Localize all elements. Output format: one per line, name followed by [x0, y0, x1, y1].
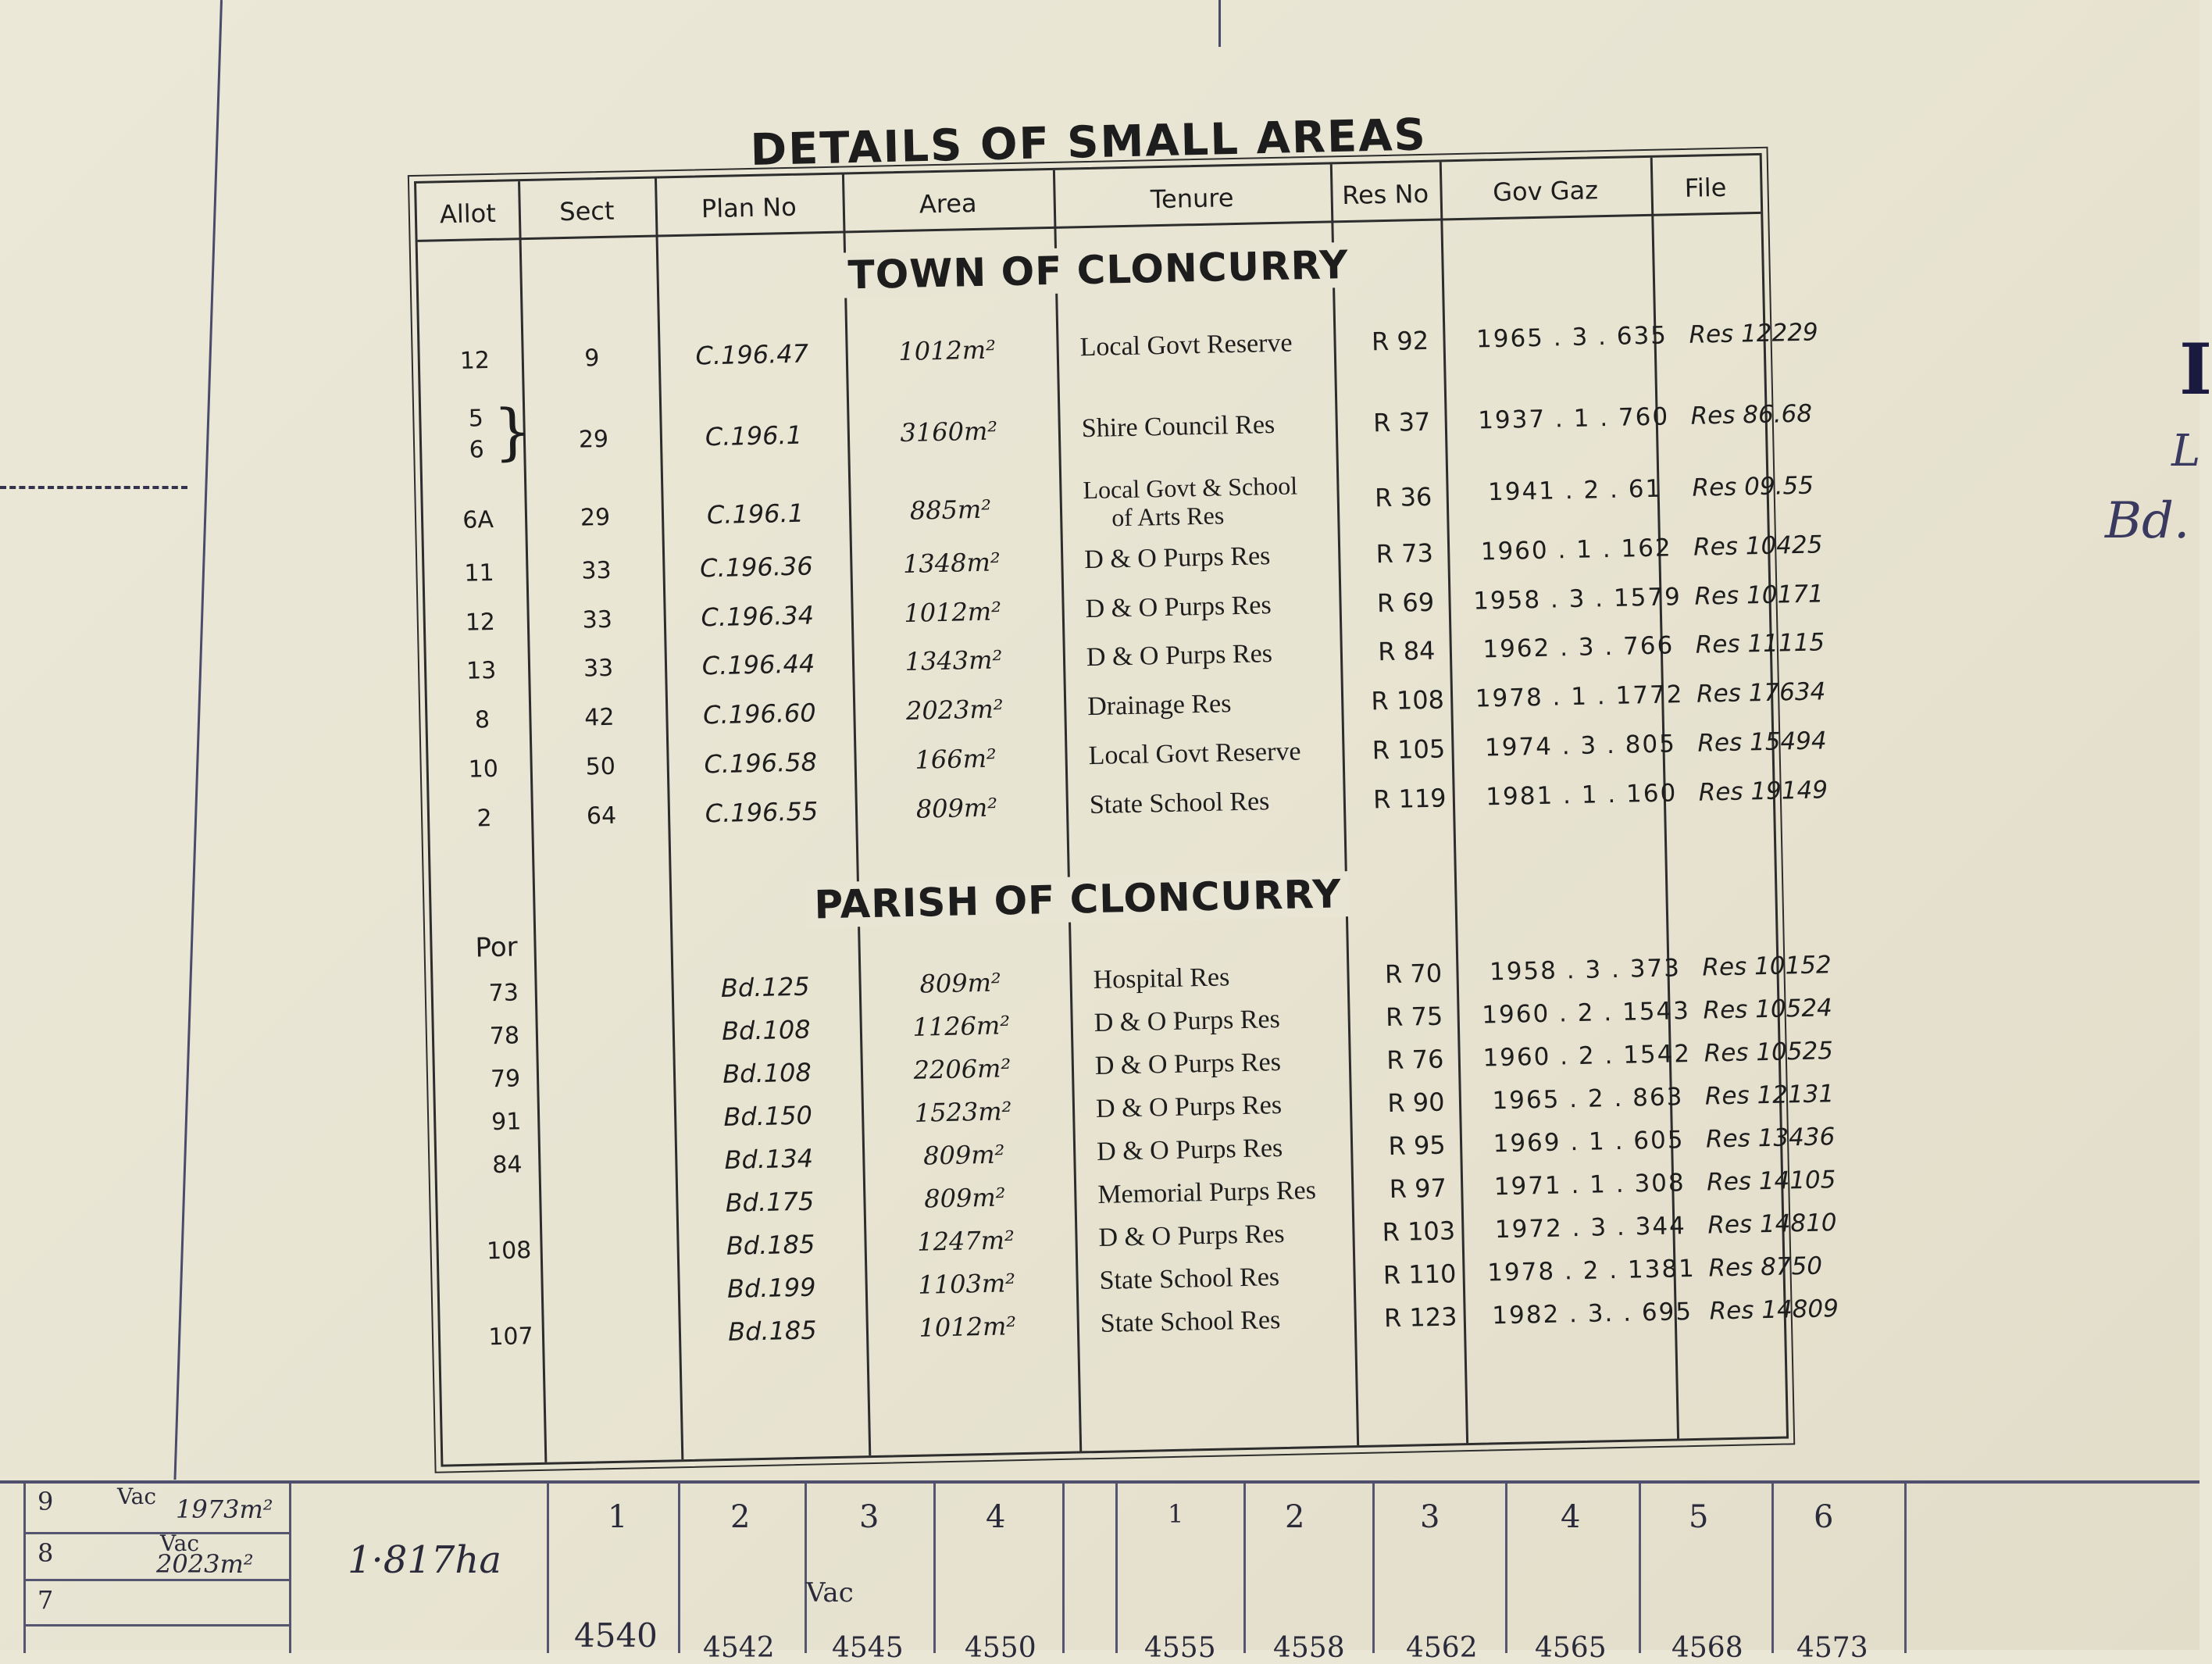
res-no-cell: R 110: [1382, 1259, 1457, 1291]
parcel-number: 4565: [1535, 1632, 1607, 1664]
lot-number: 1: [608, 1499, 628, 1535]
strip-divider: [1505, 1484, 1507, 1653]
res-no-cell: R 73: [1375, 537, 1434, 570]
plan-cell: Bd.125: [720, 971, 810, 1003]
area-cell: 1126m²: [912, 1010, 1011, 1042]
file-cell: Res 14810: [1707, 1209, 1837, 1240]
area-cell: 1012m²: [919, 1311, 1017, 1343]
tenure-cell: D & O Purps Res: [1085, 591, 1272, 624]
file-cell: Res 15494: [1697, 727, 1828, 758]
parcel-number: 4545: [832, 1632, 904, 1664]
tenure-cell: State School Res: [1089, 787, 1270, 820]
res-no-cell: R 36: [1374, 481, 1432, 513]
plan-cell: C.196.58: [704, 747, 818, 780]
gov-gaz-cell: 1974 . 3 . 805: [1484, 730, 1677, 762]
col-header-file: File: [1684, 172, 1727, 203]
sect-cell: 33: [583, 654, 614, 683]
area-cell: 166m²: [915, 743, 997, 775]
allot-cell: 5: [468, 404, 484, 433]
margin-note-l: L: [2171, 426, 2201, 477]
town-section-heading: TOWN OF CLONCURRY: [840, 242, 1357, 298]
sect-cell: 50: [585, 752, 616, 781]
res-no-cell: R 123: [1383, 1302, 1457, 1334]
plan-cell: C.196.1: [705, 420, 803, 452]
lot-number: 5: [1689, 1499, 1709, 1535]
area-cell: 809m²: [915, 792, 998, 824]
sect-cell: 9: [583, 344, 600, 372]
col-header-area: Area: [919, 187, 977, 220]
res-no-cell: R 37: [1372, 406, 1431, 438]
sect-cell: 33: [581, 556, 612, 585]
file-cell: Res 11115: [1695, 628, 1825, 659]
tenure-cell: Drainage Res: [1086, 689, 1232, 722]
strip-row-number: 9: [37, 1487, 54, 1516]
parcel-number: 4555: [1144, 1632, 1216, 1664]
file-cell: Res 8750: [1708, 1252, 1823, 1283]
strip-divider: [289, 1484, 291, 1653]
res-no-cell: R 84: [1377, 635, 1436, 667]
strip-divider: [1115, 1484, 1118, 1653]
area-cell: 809m²: [923, 1182, 1006, 1214]
area-cell: 1523m²: [914, 1096, 1012, 1128]
tenure-cell: Local Govt Reserve: [1088, 737, 1301, 771]
area-cell: 1012m²: [904, 596, 1002, 628]
tenure-cell: D & O Purps Res: [1096, 1133, 1283, 1166]
parcel-number: 4550: [965, 1632, 1036, 1664]
gov-gaz-cell: 1965 . 2 . 863: [1492, 1083, 1684, 1116]
res-no-cell: R 75: [1385, 1001, 1443, 1033]
gov-gaz-cell: 1971 . 1 . 308: [1493, 1169, 1686, 1202]
tenure-cell: D & O Purps Res: [1083, 541, 1271, 575]
strip-row-number: 8: [37, 1538, 54, 1568]
lot-number: 2: [1285, 1499, 1305, 1535]
gov-gaz-cell: 1972 . 3 . 344: [1494, 1212, 1687, 1244]
sect-cell: 29: [580, 503, 611, 532]
gov-gaz-cell: 1962 . 3 . 766: [1482, 631, 1675, 664]
res-no-cell: R 105: [1372, 734, 1446, 766]
allot-cell: 13: [466, 656, 497, 685]
gov-gaz-cell: 1937 . 1 . 760: [1477, 402, 1670, 435]
file-cell: Res 14809: [1709, 1294, 1839, 1326]
lot-number: 1: [1168, 1499, 1184, 1529]
tenure-cell: D & O Purps Res: [1095, 1090, 1283, 1123]
lot-number: 4: [1561, 1499, 1581, 1535]
file-cell: Res 10525: [1704, 1037, 1834, 1068]
plan-cell: Bd.150: [723, 1100, 813, 1132]
plan-cell: C.196.47: [695, 338, 809, 371]
por-cell: [470, 1271, 549, 1316]
col-header-res-no: Res No: [1341, 178, 1429, 211]
plan-cell: Bd.175: [725, 1186, 815, 1218]
sect-cell: 42: [583, 703, 615, 732]
margin-note-bd: Bd.: [2105, 492, 2190, 550]
area-cell: 3160m²: [900, 416, 998, 448]
allot-cell: 12: [465, 608, 496, 637]
margin-glyph: I: [2179, 328, 2212, 411]
plan-cell: C.196.34: [701, 600, 815, 633]
res-no-cell: R 95: [1388, 1130, 1447, 1162]
vac-label: Vac: [160, 1530, 200, 1556]
file-cell: Res 10524: [1703, 994, 1833, 1025]
strip-divider: [547, 1484, 549, 1653]
gov-gaz-cell: 1969 . 1 . 605: [1493, 1126, 1685, 1159]
page-title: DETAILS OF SMALL AREAS: [750, 109, 1428, 176]
res-no-cell: R 90: [1387, 1087, 1445, 1119]
strip-divider: [933, 1484, 936, 1653]
tenure-cell: State School Res: [1100, 1305, 1281, 1338]
strip-row-number: 7: [37, 1585, 54, 1615]
tenure-line-1: Local Govt & School: [1083, 471, 1298, 505]
strip-divider: [805, 1484, 807, 1653]
allot-cell: 6: [469, 435, 485, 464]
parcel-number: 4562: [1406, 1632, 1478, 1664]
gov-gaz-cell: 1981 . 1 . 160: [1485, 779, 1678, 812]
file-cell: Res 09.55: [1692, 471, 1814, 502]
por-label: Por: [475, 931, 519, 964]
parish-section-heading: PARISH OF CLONCURRY: [806, 871, 1350, 928]
col-header-plan-no: Plan No: [701, 191, 797, 224]
parcel-map-strip: [0, 1480, 2200, 1664]
area-cell: 885m²: [909, 494, 992, 526]
por-cell: 79: [490, 1064, 521, 1093]
file-cell: Res 12131: [1704, 1080, 1835, 1111]
por-cell: [469, 1185, 548, 1230]
gov-gaz-cell: 1960 . 1 . 162: [1480, 534, 1673, 566]
col-header-sect: Sect: [558, 195, 615, 227]
tenure-line-2: of Arts Res: [1111, 501, 1225, 532]
strip-divider: [1771, 1484, 1774, 1653]
tenure-cell: [1059, 469, 1361, 534]
res-no-cell: R 70: [1384, 958, 1443, 990]
plan-cell: Bd.134: [724, 1143, 814, 1175]
area-cell: 809m²: [922, 1139, 1005, 1171]
tenure-cell: D & O Purps Res: [1094, 1048, 1282, 1080]
plan-cell: C.196.1: [706, 498, 805, 530]
tenure-cell: State School Res: [1099, 1262, 1280, 1295]
tenure-cell: D & O Purps Res: [1098, 1219, 1285, 1252]
tenure-cell: D & O Purps Res: [1094, 1005, 1281, 1037]
por-cell: 84: [491, 1150, 523, 1179]
strip-row-rule: [23, 1532, 289, 1534]
vac-label: Vac: [806, 1577, 854, 1609]
gov-gaz-cell: 1960 . 2 . 1543: [1481, 997, 1691, 1030]
file-cell: Res 17634: [1696, 677, 1826, 709]
parcel-number: 4558: [1273, 1632, 1345, 1664]
allot-cell: 10: [468, 755, 499, 784]
plan-cell: Bd.108: [722, 1057, 812, 1089]
sect-cell: 64: [586, 802, 617, 830]
tenure-cell: Memorial Purps Res: [1097, 1176, 1317, 1209]
col-header-allot: Allot: [439, 198, 497, 230]
res-no-cell: R 119: [1372, 783, 1447, 815]
plan-cell: C.196.36: [699, 551, 814, 584]
boundary-dashed-line: [0, 486, 187, 489]
sect-cell: 29: [578, 425, 609, 454]
strip-divider: [23, 1484, 26, 1653]
plan-cell: Bd.185: [727, 1315, 818, 1347]
brace-glyph: }: [492, 396, 533, 468]
parcel-number: 4540: [574, 1616, 658, 1655]
tenure-cell: D & O Purps Res: [1086, 639, 1273, 673]
gov-gaz-cell: 1978 . 2 . 1381: [1486, 1254, 1696, 1287]
parcel-number: 4542: [703, 1632, 775, 1664]
file-cell: Res 10171: [1694, 580, 1825, 611]
file-cell: Res 13436: [1705, 1123, 1836, 1154]
vac-area: 1973m²: [176, 1494, 273, 1524]
allot-cell: 12: [459, 346, 491, 375]
file-cell: Res 12229: [1689, 318, 1819, 349]
allot-cell: 6A: [462, 505, 494, 534]
allot-cell: 11: [464, 559, 494, 587]
plan-cell: C.196.60: [702, 698, 816, 730]
gov-gaz-cell: 1941 . 2 . 61: [1487, 474, 1663, 507]
area-cell: 1012m²: [897, 334, 997, 367]
res-no-cell: R 69: [1376, 587, 1435, 619]
parcel-number: 4573: [1796, 1632, 1868, 1664]
strip-divider: [1062, 1484, 1065, 1653]
col-header-gov-gaz: Gov Gaz: [1492, 175, 1599, 208]
gov-gaz-cell: 1982 . 3. . 695: [1491, 1298, 1693, 1330]
hectares-label: 1·817ha: [348, 1538, 501, 1582]
strip-divider: [1639, 1484, 1641, 1653]
res-no-cell: R 92: [1371, 325, 1429, 357]
strip-divider: [1904, 1484, 1907, 1653]
por-cell: 107: [487, 1322, 533, 1351]
gov-gaz-cell: 1978 . 1 . 1772: [1475, 680, 1684, 713]
area-cell: 1247m²: [916, 1225, 1015, 1257]
res-no-cell: R 108: [1371, 684, 1445, 716]
gov-gaz-cell: 1965 . 3 . 635: [1475, 321, 1668, 354]
tenure-cell: Hospital Res: [1093, 962, 1230, 995]
file-cell: Res 10152: [1702, 951, 1832, 982]
plan-cell: Bd.108: [721, 1014, 811, 1046]
file-cell: Res 10425: [1693, 530, 1823, 562]
por-cell: 78: [489, 1021, 520, 1050]
plan-cell: Bd.185: [726, 1229, 815, 1261]
gov-gaz-cell: 1960 . 2 . 1542: [1482, 1040, 1692, 1073]
left-border-line: [173, 0, 223, 1480]
col-header-tenure: Tenure: [1150, 183, 1234, 215]
parcel-number: 4568: [1671, 1632, 1743, 1664]
res-no-cell: R 97: [1389, 1173, 1447, 1205]
strip-divider: [1243, 1484, 1246, 1653]
strip-divider: [678, 1484, 680, 1653]
por-cell: 73: [488, 978, 519, 1007]
gov-gaz-cell: 1958 . 3 . 373: [1489, 954, 1682, 987]
gov-gaz-cell: 1958 . 3 . 1579: [1472, 583, 1682, 616]
vac-area: 2023m²: [156, 1549, 254, 1579]
tenure-cell: Shire Council Res: [1081, 409, 1275, 444]
file-cell: Res 14105: [1706, 1166, 1836, 1197]
allot-cell: 8: [474, 705, 491, 734]
strip-divider: [1372, 1484, 1375, 1653]
area-cell: 1348m²: [902, 547, 1001, 579]
lot-number: 4: [986, 1499, 1006, 1535]
res-no-cell: R 103: [1382, 1216, 1456, 1248]
sect-cell: 33: [582, 605, 613, 634]
res-no-cell: R 76: [1386, 1044, 1444, 1076]
right-border-line: [1218, 0, 1221, 47]
area-cell: 1343m²: [904, 645, 1003, 677]
lot-number: 2: [730, 1499, 751, 1535]
lot-number: 6: [1814, 1499, 1834, 1535]
por-cell: 108: [486, 1236, 532, 1265]
area-cell: 1103m²: [918, 1268, 1016, 1300]
strip-row-rule: [23, 1579, 289, 1581]
plan-cell: Bd.199: [726, 1272, 816, 1304]
vac-label: Vac: [117, 1484, 157, 1509]
strip-row-rule: [23, 1624, 289, 1627]
small-areas-table: [414, 153, 1839, 1467]
por-cell: 91: [491, 1107, 522, 1136]
file-cell: Res 86.68: [1690, 399, 1813, 430]
plan-cell: C.196.55: [705, 796, 819, 829]
lot-number: 3: [859, 1499, 879, 1535]
area-cell: 2206m²: [913, 1053, 1011, 1085]
file-cell: Res 19149: [1698, 776, 1828, 807]
table-row: [419, 312, 1819, 384]
area-cell: 2023m²: [905, 694, 1004, 726]
lot-number: 3: [1420, 1499, 1440, 1535]
tenure-cell: Local Govt Reserve: [1079, 328, 1293, 362]
area-cell: 809m²: [919, 967, 1002, 999]
plan-cell: C.196.44: [701, 648, 815, 681]
allot-cell: 2: [476, 804, 493, 832]
